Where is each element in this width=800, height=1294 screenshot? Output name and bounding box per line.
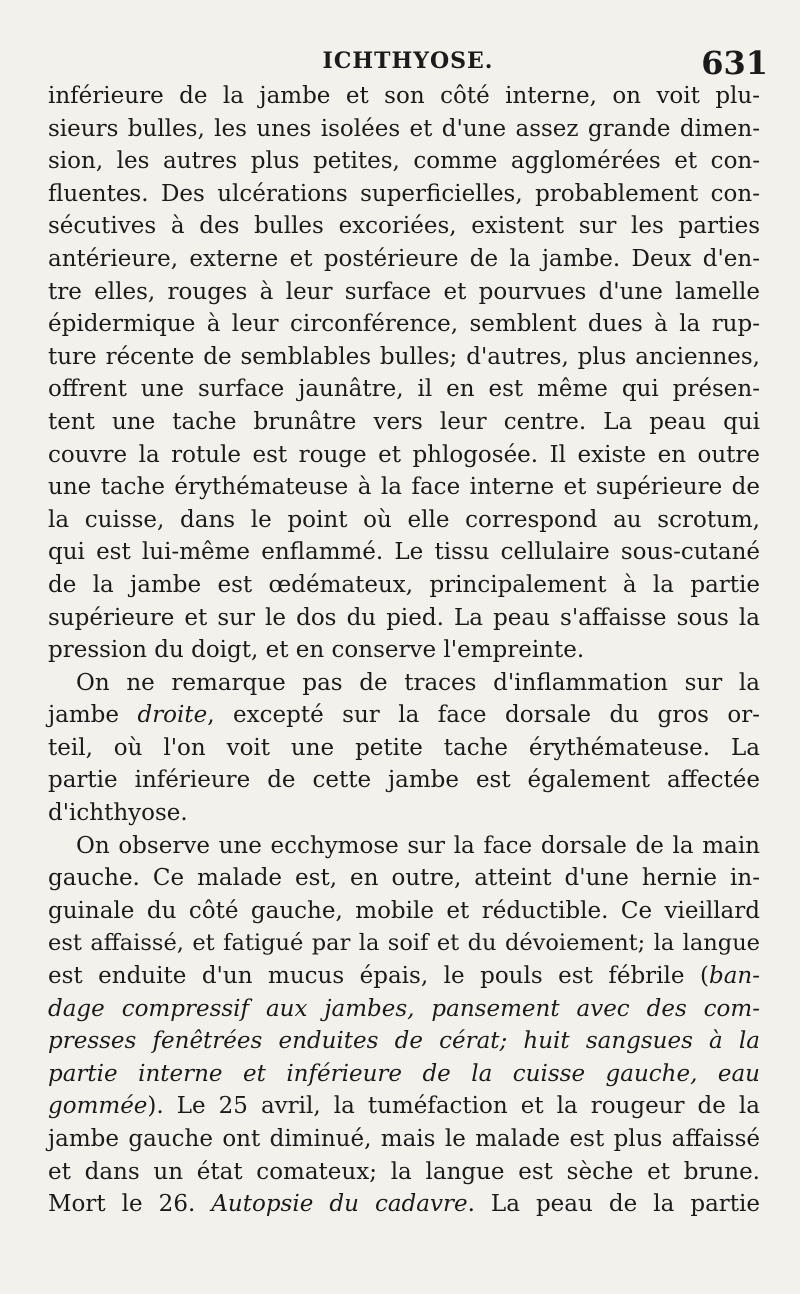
text-line: et dans un état comateux; la langue est sèche et brune. (48, 1158, 760, 1185)
text-line (48, 960, 760, 993)
text-line: sion, les autres plus petites, comme agglomérées et con- (48, 148, 760, 175)
text-line: épidermique à leur circonférence, semblent dues à la rup- (48, 311, 760, 338)
text-line: jambe gauche ont diminué, mais le malade est plus affaissé (48, 1126, 760, 1152)
text-line: antérieure, externe et postérieure de la jambe. Deux d'en- (48, 245, 760, 272)
text-line: teil, où l'on voit une petite tache érythémateuse. La (48, 734, 760, 761)
text-span: est enduite d'un mucus épais, le pouls est fébrile ( (48, 963, 709, 990)
text-line: de la jambe est œdémateux, principalement à la partie (48, 571, 760, 598)
text-line (48, 1025, 760, 1058)
italic-span: dage compressif aux jambes, pansement avec des com- (48, 995, 760, 1022)
text-span: . La peau de la partie (467, 1191, 760, 1218)
italic-span: gommée (48, 1093, 148, 1120)
text-line: tent une tache brunâtre vers leur centre. La peau qui (48, 408, 760, 435)
italic-span: droite (137, 702, 208, 729)
running-head (48, 44, 768, 84)
text-line: d'ichthyose. (48, 800, 188, 827)
italic-span: ban- (708, 963, 760, 990)
body-text (48, 80, 760, 1221)
text-line: ture récente de semblables bulles; d'autres, plus anciennes, (48, 343, 760, 370)
italic-span: Autopsie du cadavre (211, 1191, 468, 1218)
text-line: offrent une surface jaunâtre, il en est même qui présen- (48, 376, 760, 403)
page-number: 631 (701, 44, 768, 82)
paragraph-start: On ne remarque pas de traces d'inflammation sur la (76, 669, 760, 696)
text-line: tre elles, rouges à leur surface et pourvues d'une lamelle (48, 278, 760, 305)
text-span: , excepté sur la face dorsale du gros or- (207, 702, 760, 729)
text-line: inférieure de la jambe et son côté interne, on voit plu- (48, 83, 760, 109)
text-line: qui est lui-même enflammé. Le tissu cellulaire sous-cutané (48, 539, 760, 566)
text-line: fluentes. Des ulcérations superficielles, probablement con- (48, 180, 760, 207)
text-line: pression du doigt, et en conserve l'empreinte. (48, 637, 585, 664)
text-line (48, 1058, 760, 1091)
text-line: sieurs bulles, les unes isolées et d'une assez grande dimen- (48, 115, 760, 142)
text-line: sécutives à des bulles excoriées, existent sur les parties (48, 213, 760, 240)
text-line: supérieure et sur le dos du pied. La peau s'affaisse sous la (48, 604, 760, 631)
italic-span: partie interne et inférieure de la cuisse gauche, eau (48, 1060, 760, 1087)
italic-span: presses fenêtrées enduites de cérat; huit sangsues à la (48, 1028, 760, 1055)
paragraph-start: On observe une ecchymose sur la face dorsale de la main (76, 832, 760, 859)
text-span: ). Le 25 avril, la tuméfaction et la rougeur de la (147, 1093, 760, 1120)
text-line (48, 699, 760, 732)
text-line: guinale du côté gauche, mobile et réductible. Ce vieillard (48, 897, 760, 924)
text-line: la cuisse, dans le point où elle correspond au scrotum, (48, 506, 760, 533)
text-span: jambe (48, 702, 138, 729)
text-line: gauche. Ce malade est, en outre, atteint d'une hernie in- (48, 865, 760, 892)
text-line (48, 1188, 760, 1221)
text-line: partie inférieure de cette jambe est également affectée (48, 767, 760, 794)
text-line (48, 993, 760, 1026)
text-line: une tache érythémateuse à la face interne et supérieure de (48, 474, 760, 501)
text-line (48, 1090, 760, 1123)
text-line: couvre la rotule est rouge et phlogosée. Il existe en outre (48, 441, 760, 468)
running-title: ICHTHYOSE. (322, 48, 494, 74)
text-span: Mort le 26. (48, 1191, 212, 1218)
text-line: est affaissé, et fatigué par la soif et du dévoiement; la langue (48, 930, 760, 957)
